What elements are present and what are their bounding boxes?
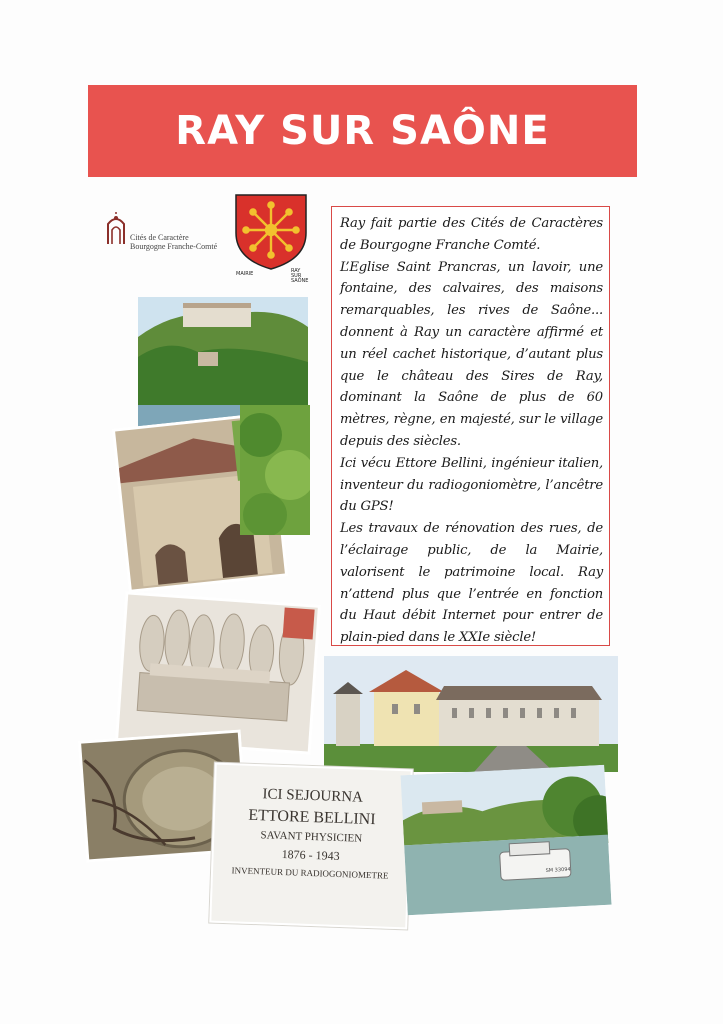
- cites-de-caractere-logo: [104, 212, 229, 251]
- photo-greenery: [240, 405, 310, 535]
- plaque-line-3: SAVANT PHYSICIEN: [260, 829, 363, 845]
- plaque-line-1: ICI SEJOURNA: [262, 786, 364, 806]
- plaque-line-4: 1876 - 1943: [281, 846, 340, 864]
- description-text-box: [331, 206, 610, 646]
- paragraph-bellini: Ici vécu Ettore Bellini, ingénieur italien, inventeur du radiogoniomètre, l’ancêtre du GPS!: [340, 455, 603, 515]
- plaque-line-5: INVENTEUR DU RADIOGONIOMETRE: [231, 865, 389, 881]
- logo-line-2: Bourgogne Franche-Comté: [130, 242, 218, 251]
- shield-icon: [234, 193, 308, 271]
- paragraph-heritage: L’Eglise Saint Prancras, un lavoir, une fontaine, des calvaires, des maisons remarquables, les rives de Saône... donnent à Ray un caractère affirmé et un réel cachet historique, d’autant plus que le château des Sires de Ray, dominant la Saône de plus de 60 mètres, règne, en majesté, sur le village depuis des siècles.: [340, 259, 603, 449]
- paragraph-renovation: Les travaux de rénovation des rues, de l’éclairage public, de la Mairie, valorisent le patrimoine local. Ray n’attend plus que l’entrée en fonction du Haut débit Internet pour entrer de plain-pied dans le XXIe siècle!: [340, 521, 603, 646]
- logo-line-1: Cités de Caractère: [130, 233, 189, 242]
- coat-of-arms: [234, 193, 309, 284]
- title-banner: [88, 85, 637, 177]
- photo-chateau: [324, 656, 618, 772]
- boat-label: SM 33094: [545, 866, 571, 874]
- coat-label-mairie: MAIRIE: [236, 271, 254, 277]
- photo-river-boat: [400, 765, 611, 915]
- tower-icon: [104, 212, 128, 246]
- paragraph-cites: Ray fait partie des Cités de Caractères de Bourgogne Franche Comté.: [340, 216, 603, 253]
- coat-label-ray: RAY SUR SAÔNE: [291, 268, 309, 284]
- photo-bellini-plaque: [209, 763, 412, 930]
- plaque-line-2: ETTORE BELLINI: [248, 806, 376, 829]
- page-title: RAY SUR SAÔNE: [175, 108, 550, 154]
